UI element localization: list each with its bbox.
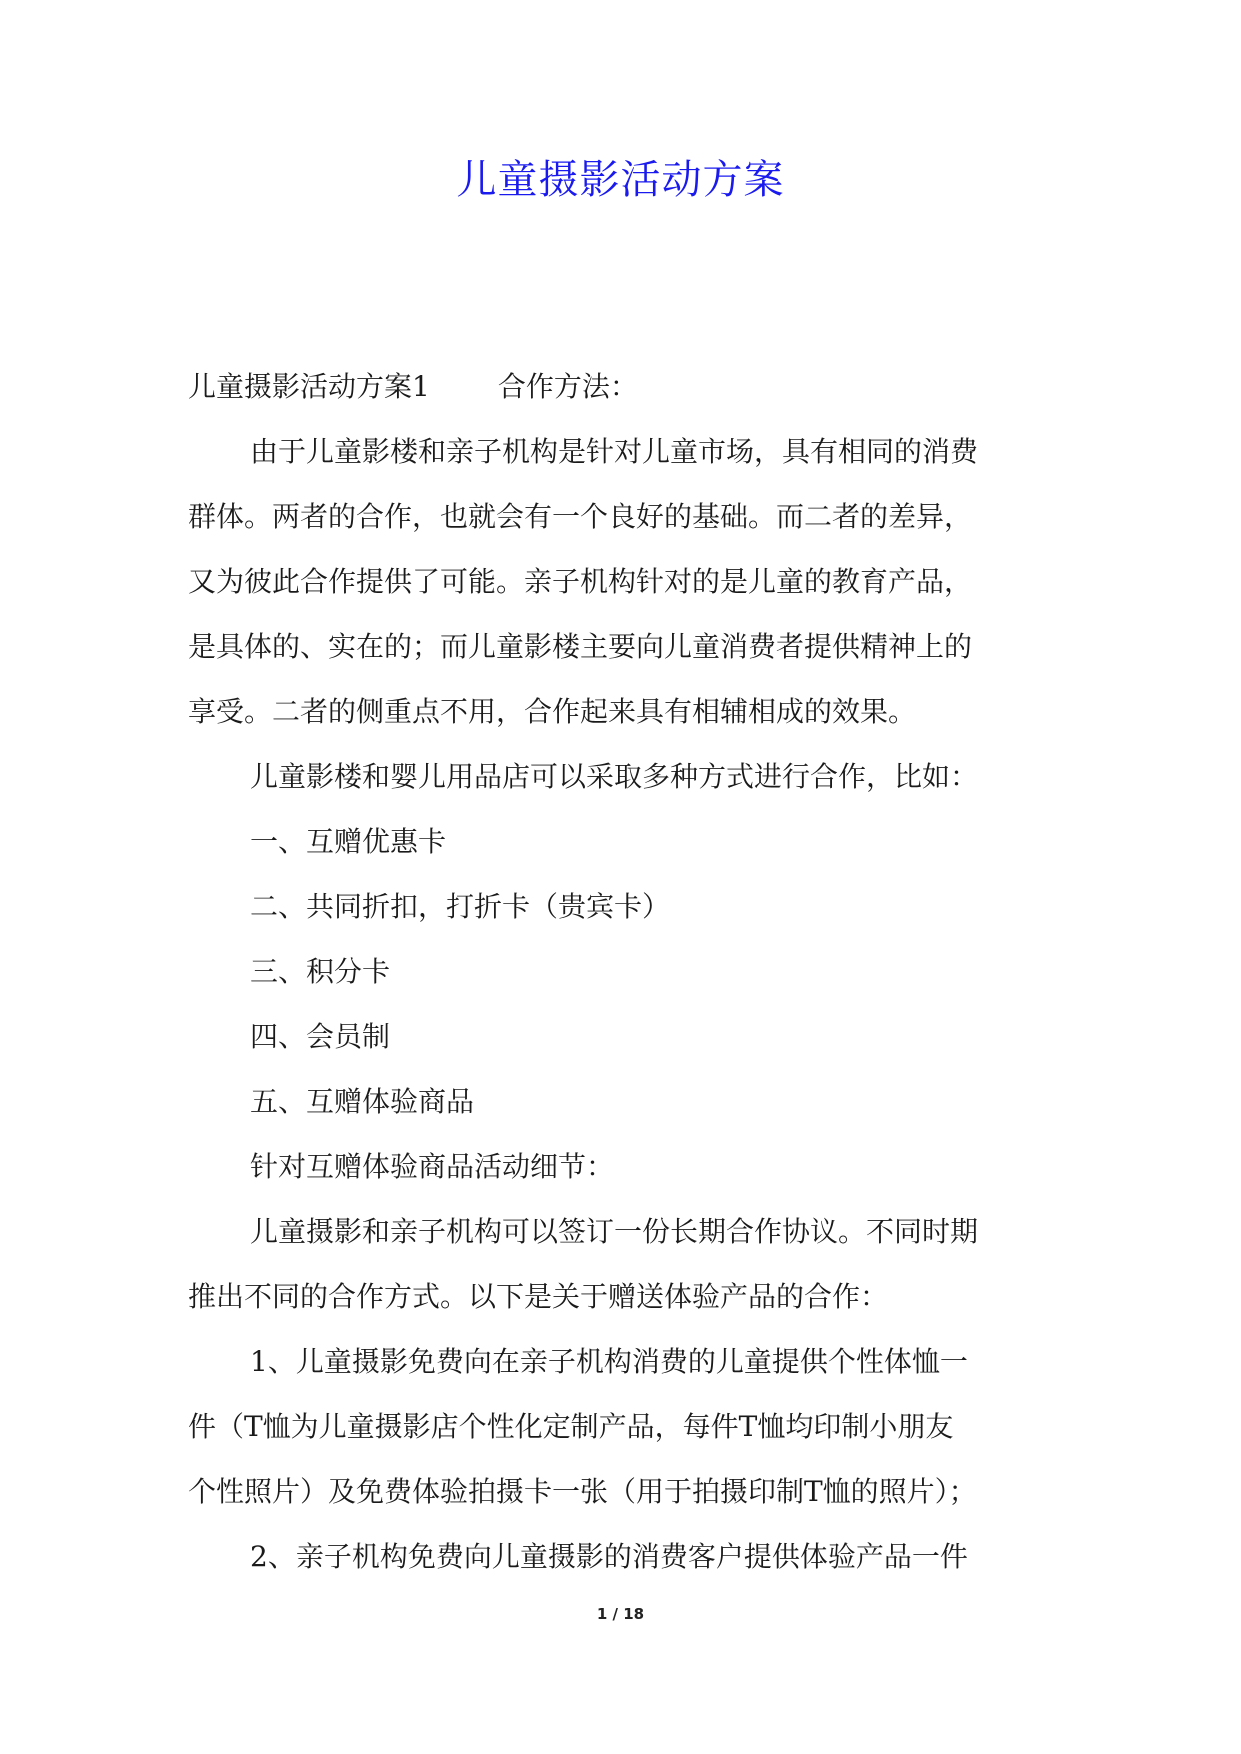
paragraph-line: 针对互赠体验商品活动细节： <box>250 1150 615 1183</box>
paragraph-line: 儿童摄影和亲子机构可以签订一份长期合作协议。不同时期 <box>250 1215 979 1248</box>
paragraph-line: 2、亲子机构免费向儿童摄影的消费客户提供体验产品一件 <box>250 1540 968 1573</box>
page-number: 1 / 18 <box>596 1605 645 1623</box>
paragraph-line: 群体。两者的合作，也就会有一个良好的基础。而二者的差异， <box>188 500 973 533</box>
paragraph-line: 推出不同的合作方式。以下是关于赠送体验产品的合作： <box>188 1280 889 1313</box>
list-item: 三、积分卡 <box>250 955 391 988</box>
section-heading: 儿童摄影活动方案1 <box>188 370 430 403</box>
list-item: 五、互赠体验商品 <box>250 1085 475 1118</box>
list-item: 四、会员制 <box>250 1020 391 1053</box>
paragraph-line: 儿童影楼和婴儿用品店可以采取多种方式进行合作，比如： <box>250 760 979 793</box>
section-subheading: 合作方法： <box>497 370 638 403</box>
list-item: 一、互赠优惠卡 <box>250 825 447 858</box>
paragraph-line: 1、儿童摄影免费向在亲子机构消费的儿童提供个性体恤一 <box>250 1345 968 1378</box>
list-item: 二、共同折扣，打折卡（贵宾卡） <box>250 890 671 923</box>
paragraph-line: 由于儿童影楼和亲子机构是针对儿童市场，具有相同的消费 <box>250 435 979 468</box>
paragraph-line: 件（T恤为儿童摄影店个性化定制产品，每件T恤均印制小朋友 <box>188 1410 954 1443</box>
document-body <box>188 354 1058 1589</box>
paragraph-line: 享受。二者的侧重点不用，合作起来具有相辅相成的效果。 <box>188 695 917 728</box>
paragraph-line: 个性照片）及免费体验拍摄卡一张（用于拍摄印制T恤的照片）； <box>188 1475 977 1508</box>
section-heading-line <box>188 354 1058 419</box>
paragraph-line: 是具体的、实在的；而儿童影楼主要向儿童消费者提供精神上的 <box>188 630 973 663</box>
paragraph-line: 又为彼此合作提供了可能。亲子机构针对的是儿童的教育产品， <box>188 565 973 598</box>
document-title: 儿童摄影活动方案 <box>456 157 785 203</box>
